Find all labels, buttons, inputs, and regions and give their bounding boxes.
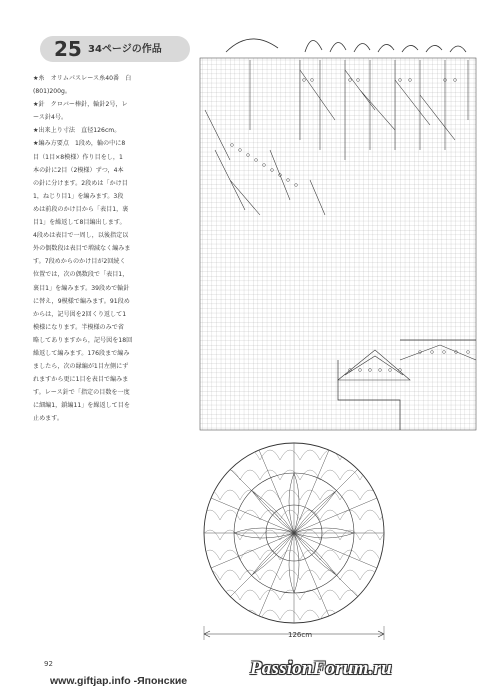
doily-diagram bbox=[204, 443, 384, 640]
watermark: PassionForum.ru bbox=[250, 658, 392, 679]
page-number: 92 bbox=[44, 660, 53, 668]
diameter-label: 126cm bbox=[288, 631, 313, 639]
pattern-number: 25 bbox=[54, 37, 82, 61]
footer-url: www.giftjap.info -Японские bbox=[50, 675, 188, 687]
instruction-text: ★糸 オリムパスレース糸40番 白 (801)200g。 ★針 クロバー棒針，輪針2号，レ ース針4号。 ★出来上り寸法 直径126cm。 ★編み方要点 1段め，輪の中に8 目（1目×8模様）作り目をし，1 本の針に2目（2模様）ずつ，4本 の針に分けます。2段めは「かけ目 1，ねじり目1」を編みます。3段 めは前段のかけ目から「表目1，裏 目1」を繰返して8目編出します。 4段めは表目で一周し，以後指定以 外の偶数段は表目で増減なく編みま す。7段めからのかけ目が2回続く 位置では，次の偶数段で「表目1， 裏目1」を編みます。39段めで輪針 に替え，9模様で編みます。91段め からは，記号図を2回くり返して1 模様になります。半模様のみで省 略してありますから，記号図を18回 繰返して編みます。176段まで編み ましたら，次の縁編が1目左側にず れますから更に1目を表目で編みま す。レース針で「指定の目数を一度 に細編1，鎖編11」を繰返して目を 止めます。 bbox=[33, 75, 133, 423]
chart-top-arcs bbox=[226, 39, 466, 52]
pattern-reference: 34ページの作品 bbox=[88, 44, 162, 55]
